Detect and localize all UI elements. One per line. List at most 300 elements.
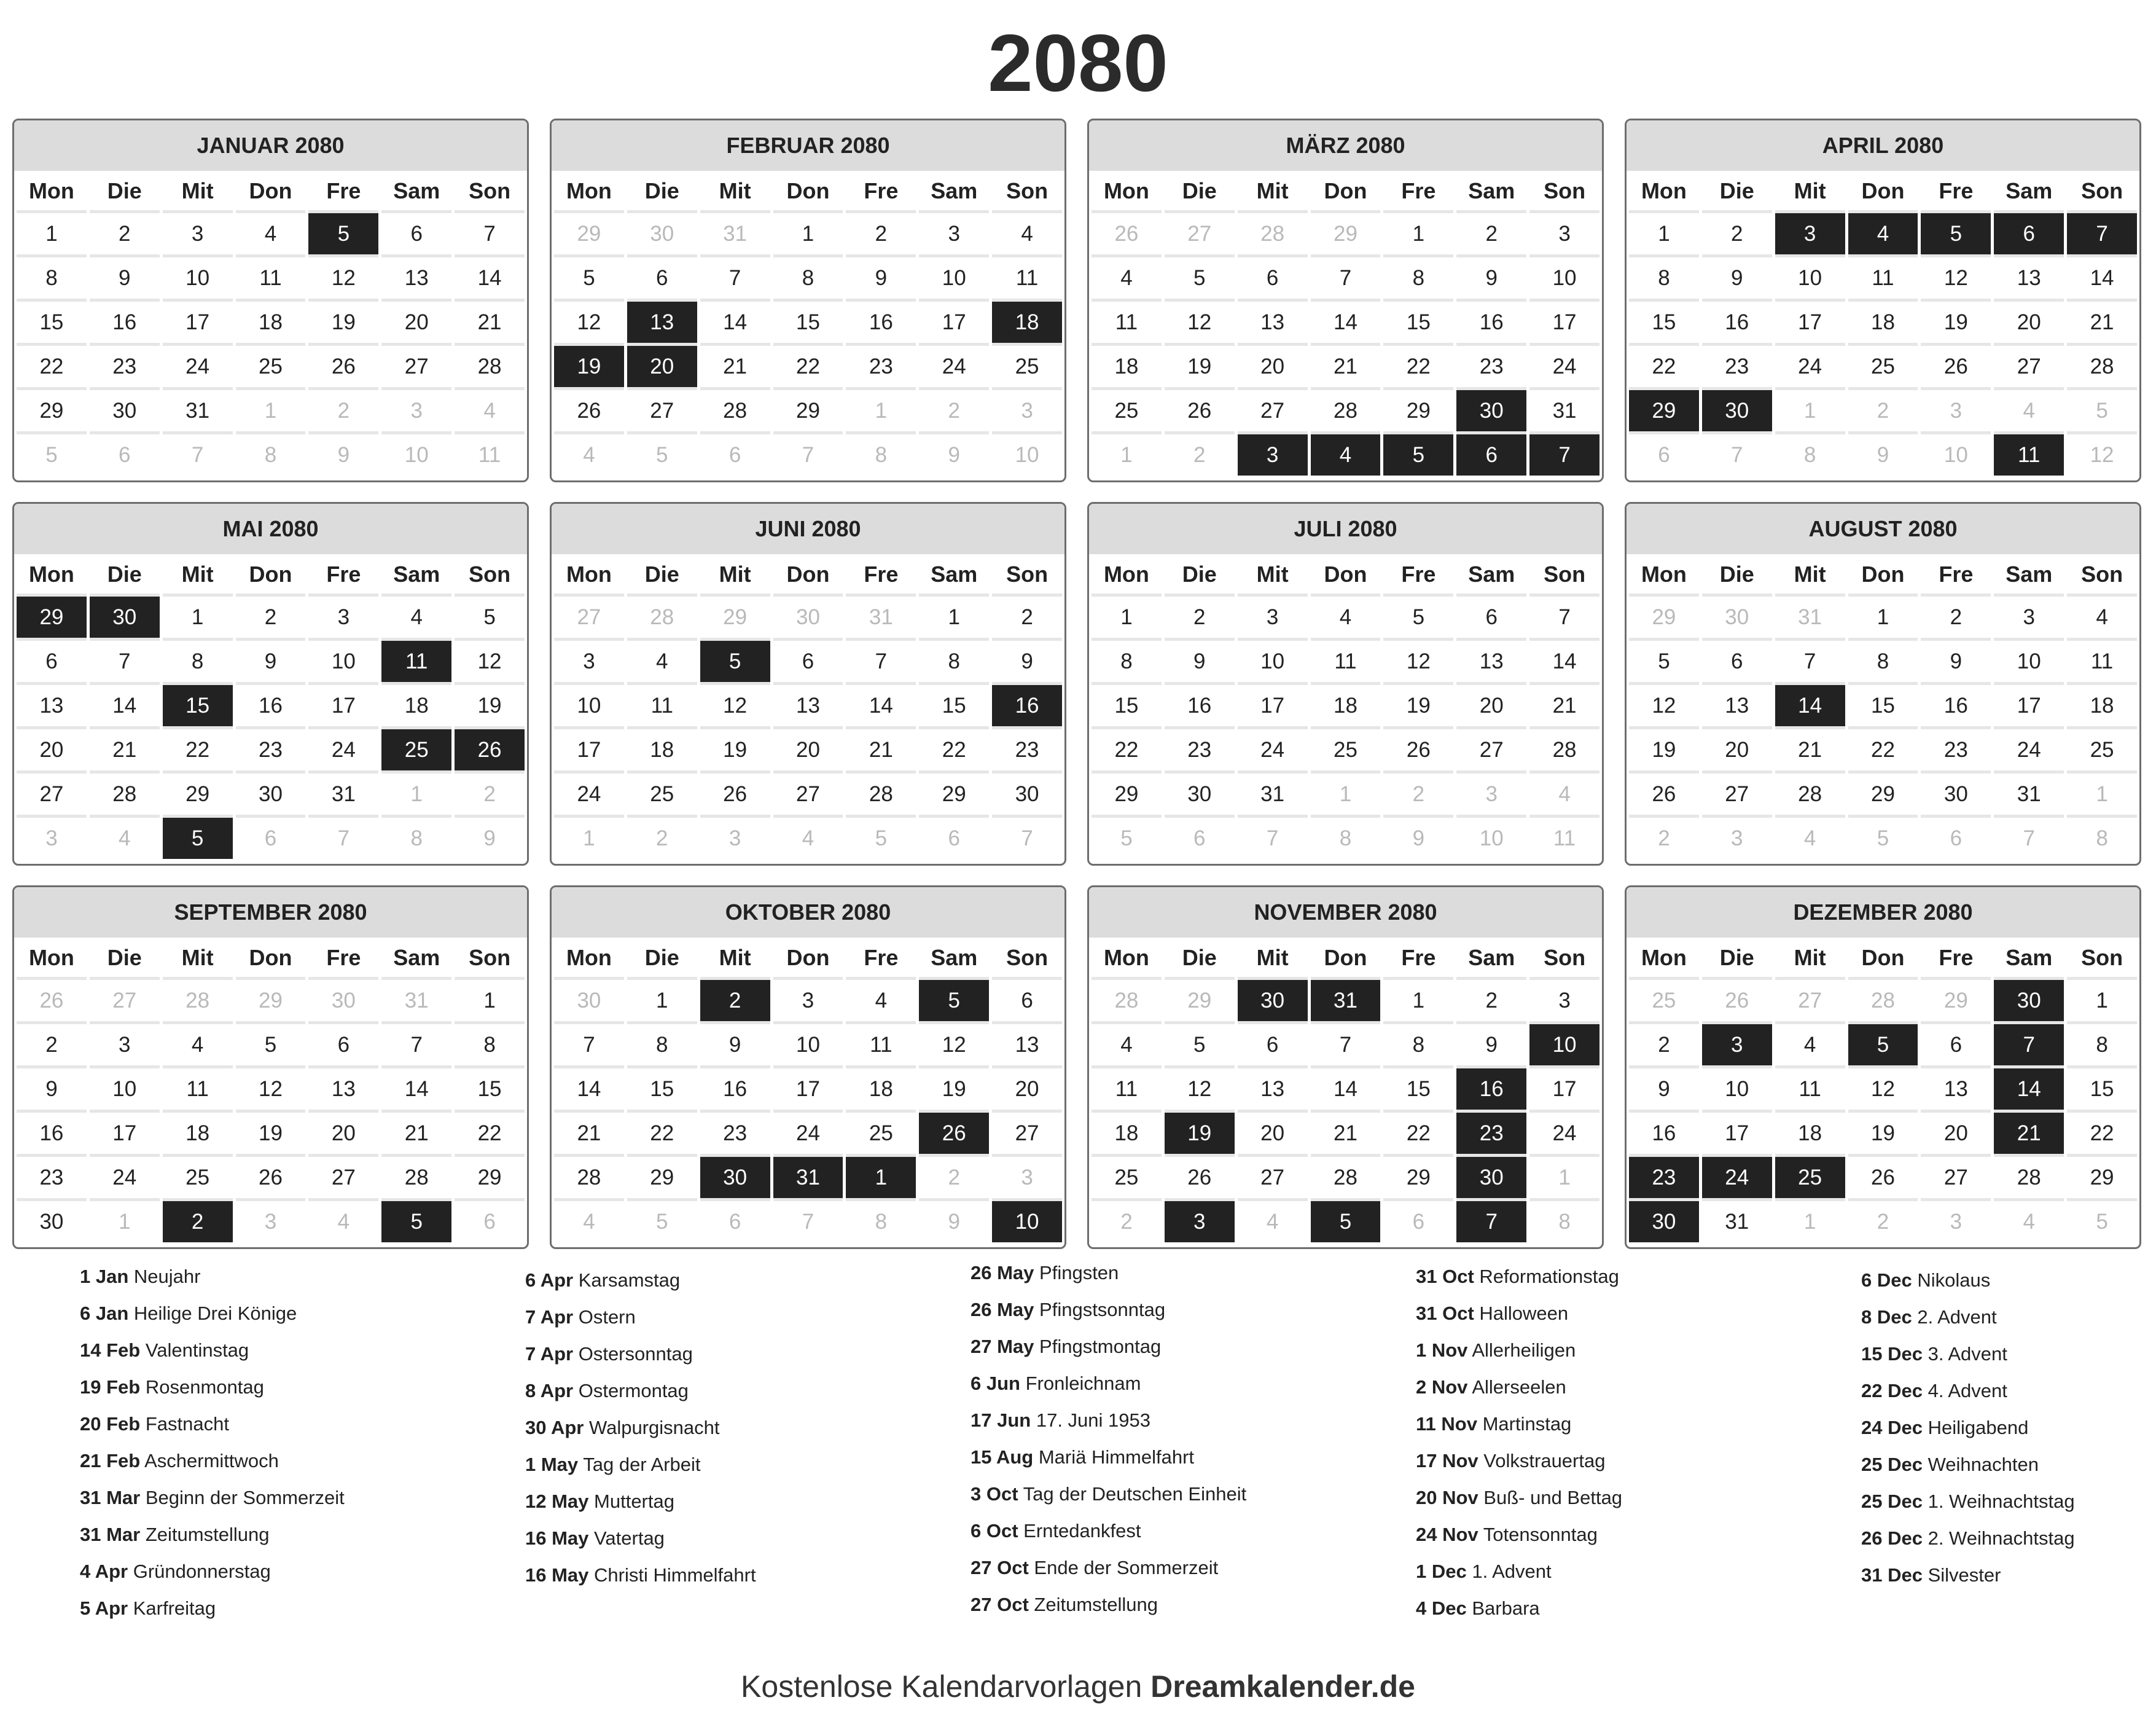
weekday-header: Sam bbox=[393, 945, 440, 970]
weekday-header: Die bbox=[107, 945, 142, 970]
day-cell: 19 bbox=[919, 1068, 989, 1110]
day-cell-adjacent: 31 bbox=[381, 980, 451, 1021]
weekday-header: Son bbox=[2081, 562, 2123, 587]
day-cell-holiday: 31 bbox=[773, 1157, 843, 1198]
day-grid bbox=[1627, 938, 2139, 1242]
holiday-date: 1 Nov bbox=[1416, 1339, 1468, 1361]
day-cell-holiday: 7 bbox=[1456, 1201, 1526, 1242]
day-cell-adjacent: 4 bbox=[1775, 818, 1845, 859]
day-cell: 2 bbox=[90, 213, 160, 254]
day-cell-adjacent: 31 bbox=[700, 213, 770, 254]
day-cell-holiday: 26 bbox=[919, 1113, 989, 1154]
day-cell: 16 bbox=[17, 1113, 87, 1154]
day-cell-holiday: 31 bbox=[1311, 980, 1381, 1021]
holiday-date: 1 May bbox=[525, 1454, 579, 1475]
day-cell: 8 bbox=[1383, 257, 1453, 299]
day-cell-adjacent: 26 bbox=[17, 980, 87, 1021]
day-cell-adjacent: 3 bbox=[236, 1201, 306, 1242]
weekday-header: Die bbox=[1182, 945, 1217, 970]
month-3 bbox=[1087, 119, 1604, 482]
day-cell-holiday: 5 bbox=[1921, 213, 1991, 254]
weekday-header: Sam bbox=[931, 178, 978, 203]
holiday-name: Ostermontag bbox=[578, 1380, 689, 1401]
day-cell: 27 bbox=[308, 1157, 378, 1198]
holiday-name: Mariä Himmelfahrt bbox=[1038, 1446, 1195, 1468]
day-cell-holiday: 3 bbox=[1165, 1201, 1235, 1242]
holiday-item bbox=[525, 1336, 756, 1373]
day-cell-adjacent: 6 bbox=[700, 434, 770, 476]
weekday-header: Fre bbox=[1939, 945, 1974, 970]
day-cell: 25 bbox=[846, 1113, 916, 1154]
holiday-date: 21 Feb bbox=[80, 1450, 141, 1471]
holiday-date: 15 Dec bbox=[1861, 1343, 1923, 1365]
month-9 bbox=[12, 885, 529, 1249]
day-cell-adjacent: 3 bbox=[1921, 1201, 1991, 1242]
day-grid bbox=[552, 938, 1064, 1242]
day-cell-adjacent: 9 bbox=[919, 434, 989, 476]
day-cell: 31 bbox=[1238, 774, 1308, 815]
day-grid bbox=[552, 554, 1064, 859]
day-cell: 21 bbox=[455, 302, 525, 343]
day-cell: 10 bbox=[1702, 1068, 1772, 1110]
footer bbox=[0, 1665, 2156, 1708]
day-cell: 15 bbox=[455, 1068, 525, 1110]
day-cell-adjacent: 10 bbox=[381, 434, 451, 476]
day-cell: 22 bbox=[1629, 346, 1699, 387]
day-cell-adjacent: 5 bbox=[2067, 390, 2137, 431]
weekday-header: Mon bbox=[1641, 945, 1687, 970]
day-cell: 8 bbox=[773, 257, 843, 299]
day-cell-adjacent: 5 bbox=[1092, 818, 1162, 859]
weekday-header: Fre bbox=[864, 562, 899, 587]
day-cell: 12 bbox=[1383, 641, 1453, 682]
holiday-name: 1. Weihnachtstag bbox=[1928, 1491, 2075, 1512]
day-cell: 1 bbox=[1383, 213, 1453, 254]
day-cell: 21 bbox=[381, 1113, 451, 1154]
month-7 bbox=[1087, 502, 1604, 866]
day-cell: 9 bbox=[1456, 1024, 1526, 1065]
day-cell: 1 bbox=[455, 980, 525, 1021]
day-cell: 21 bbox=[700, 346, 770, 387]
day-grid bbox=[1089, 554, 1602, 859]
day-cell: 13 bbox=[1921, 1068, 1991, 1110]
holiday-item bbox=[971, 1513, 1246, 1549]
day-cell: 20 bbox=[1456, 685, 1526, 726]
day-cell: 15 bbox=[919, 685, 989, 726]
day-cell-adjacent: 6 bbox=[1921, 818, 1991, 859]
day-cell: 15 bbox=[627, 1068, 697, 1110]
day-cell: 16 bbox=[1456, 302, 1526, 343]
weekday-header: Die bbox=[1182, 178, 1217, 203]
day-cell-adjacent: 5 bbox=[627, 1201, 697, 1242]
day-cell: 26 bbox=[1383, 729, 1453, 770]
day-cell-adjacent: 28 bbox=[163, 980, 233, 1021]
day-cell: 1 bbox=[919, 597, 989, 638]
day-cell-adjacent: 3 bbox=[992, 1157, 1062, 1198]
day-grid bbox=[14, 171, 527, 476]
holiday-name: Reformationstag bbox=[1479, 1266, 1619, 1287]
day-cell: 2 bbox=[846, 213, 916, 254]
day-cell-adjacent: 1 bbox=[1775, 390, 1845, 431]
day-cell-adjacent: 26 bbox=[1092, 213, 1162, 254]
day-cell: 20 bbox=[17, 729, 87, 770]
day-cell: 18 bbox=[1311, 685, 1381, 726]
day-cell: 17 bbox=[1775, 302, 1845, 343]
day-cell: 9 bbox=[992, 641, 1062, 682]
day-cell-adjacent: 26 bbox=[1702, 980, 1772, 1021]
day-cell: 19 bbox=[1383, 685, 1453, 726]
day-cell: 13 bbox=[992, 1024, 1062, 1065]
day-cell: 14 bbox=[700, 302, 770, 343]
weekday-header: Mon bbox=[1641, 562, 1687, 587]
day-cell-adjacent: 29 bbox=[554, 213, 624, 254]
weekday-header: Fre bbox=[1939, 178, 1974, 203]
holiday-date: 6 Oct bbox=[971, 1520, 1018, 1542]
holiday-date: 6 Jan bbox=[80, 1303, 129, 1324]
holiday-item bbox=[1861, 1557, 2075, 1594]
day-cell: 3 bbox=[1994, 597, 2064, 638]
day-cell: 16 bbox=[1702, 302, 1772, 343]
holiday-name: Weihnachten bbox=[1928, 1454, 2039, 1475]
day-cell-adjacent: 4 bbox=[1238, 1201, 1308, 1242]
day-cell-adjacent: 8 bbox=[1311, 818, 1381, 859]
day-cell: 22 bbox=[455, 1113, 525, 1154]
day-cell-holiday: 30 bbox=[90, 597, 160, 638]
holiday-date: 19 Feb bbox=[80, 1376, 141, 1398]
holiday-date: 20 Nov bbox=[1416, 1487, 1478, 1508]
day-cell: 22 bbox=[773, 346, 843, 387]
day-cell-adjacent: 1 bbox=[90, 1201, 160, 1242]
holiday-date: 6 Dec bbox=[1861, 1269, 1912, 1291]
holiday-name: Rosenmontag bbox=[145, 1376, 264, 1398]
day-cell-holiday: 5 bbox=[1311, 1201, 1381, 1242]
day-cell: 11 bbox=[1848, 257, 1918, 299]
day-cell: 5 bbox=[1383, 597, 1453, 638]
holiday-date: 31 Oct bbox=[1416, 1266, 1474, 1287]
weekday-header: Sam bbox=[393, 562, 440, 587]
day-cell: 9 bbox=[1629, 1068, 1699, 1110]
weekday-header: Fre bbox=[1401, 945, 1436, 970]
holiday-item bbox=[1416, 1479, 1622, 1516]
day-cell-adjacent: 2 bbox=[1383, 774, 1453, 815]
holiday-item bbox=[525, 1373, 756, 1409]
day-cell-holiday: 30 bbox=[1456, 1157, 1526, 1198]
holiday-date: 7 Apr bbox=[525, 1343, 574, 1365]
day-cell: 27 bbox=[1456, 729, 1526, 770]
weekday-header: Die bbox=[107, 562, 142, 587]
day-cell: 6 bbox=[1921, 1024, 1991, 1065]
day-cell: 4 bbox=[1775, 1024, 1845, 1065]
holiday-item bbox=[80, 1590, 345, 1627]
weekday-header: Don bbox=[1861, 945, 1905, 970]
weekday-header: Fre bbox=[326, 945, 361, 970]
holiday-item bbox=[1861, 1483, 2075, 1520]
day-cell-adjacent: 4 bbox=[90, 818, 160, 859]
day-cell-holiday: 3 bbox=[1238, 434, 1308, 476]
day-cell: 25 bbox=[992, 346, 1062, 387]
day-cell-holiday: 6 bbox=[1994, 213, 2064, 254]
day-cell-holiday: 23 bbox=[1629, 1157, 1699, 1198]
weekday-header: Die bbox=[107, 178, 142, 203]
day-cell-adjacent: 8 bbox=[846, 434, 916, 476]
day-cell: 28 bbox=[1311, 390, 1381, 431]
day-cell: 21 bbox=[1529, 685, 1599, 726]
day-cell: 5 bbox=[1629, 641, 1699, 682]
month-title: MÄRZ 2080 bbox=[1089, 120, 1602, 171]
holiday-date: 26 Dec bbox=[1861, 1527, 1923, 1549]
day-cell: 12 bbox=[1629, 685, 1699, 726]
day-cell: 19 bbox=[236, 1113, 306, 1154]
day-cell-adjacent: 1 bbox=[381, 774, 451, 815]
day-cell: 6 bbox=[773, 641, 843, 682]
day-cell-adjacent: 12 bbox=[2067, 434, 2137, 476]
day-cell-adjacent: 30 bbox=[773, 597, 843, 638]
month-11 bbox=[1087, 885, 1604, 1249]
day-cell: 2 bbox=[1456, 213, 1526, 254]
day-cell-adjacent: 2 bbox=[1848, 1201, 1918, 1242]
footer-brand: Dreamkalender.de bbox=[1150, 1669, 1415, 1704]
day-cell: 23 bbox=[992, 729, 1062, 770]
day-cell: 20 bbox=[308, 1113, 378, 1154]
day-grid bbox=[14, 554, 527, 859]
day-cell: 9 bbox=[1921, 641, 1991, 682]
day-grid bbox=[1627, 554, 2139, 859]
day-cell: 11 bbox=[1092, 1068, 1162, 1110]
holiday-date: 26 May bbox=[971, 1299, 1034, 1320]
day-cell: 23 bbox=[90, 346, 160, 387]
day-cell: 4 bbox=[1311, 597, 1381, 638]
day-cell: 13 bbox=[1238, 1068, 1308, 1110]
day-cell-adjacent: 29 bbox=[236, 980, 306, 1021]
day-cell: 10 bbox=[1238, 641, 1308, 682]
day-cell: 11 bbox=[236, 257, 306, 299]
day-cell: 28 bbox=[2067, 346, 2137, 387]
day-cell-adjacent: 8 bbox=[1775, 434, 1845, 476]
day-cell: 28 bbox=[700, 390, 770, 431]
day-cell: 5 bbox=[455, 597, 525, 638]
weekday-header: Son bbox=[1544, 562, 1586, 587]
day-cell: 1 bbox=[2067, 980, 2137, 1021]
weekday-header: Sam bbox=[2006, 562, 2053, 587]
day-cell: 28 bbox=[1994, 1157, 2064, 1198]
day-cell: 20 bbox=[381, 302, 451, 343]
day-cell-holiday: 14 bbox=[1994, 1068, 2064, 1110]
holiday-item bbox=[1861, 1262, 2075, 1299]
holiday-item bbox=[80, 1406, 345, 1443]
day-cell: 8 bbox=[919, 641, 989, 682]
month-title: SEPTEMBER 2080 bbox=[14, 887, 527, 938]
holiday-name: Walpurgisnacht bbox=[588, 1417, 720, 1438]
day-cell-adjacent: 7 bbox=[773, 1201, 843, 1242]
holiday-date: 25 Dec bbox=[1861, 1454, 1923, 1475]
day-cell-adjacent: 1 bbox=[846, 390, 916, 431]
day-cell-holiday: 25 bbox=[1775, 1157, 1845, 1198]
weekday-header: Fre bbox=[1401, 178, 1436, 203]
holiday-date: 4 Apr bbox=[80, 1561, 128, 1582]
day-cell-adjacent: 3 bbox=[1702, 818, 1772, 859]
day-cell-adjacent: 1 bbox=[1311, 774, 1381, 815]
day-cell-holiday: 5 bbox=[1383, 434, 1453, 476]
day-cell: 29 bbox=[1092, 774, 1162, 815]
day-cell: 29 bbox=[627, 1157, 697, 1198]
holiday-item bbox=[971, 1586, 1246, 1623]
weekday-header: Mon bbox=[1641, 178, 1687, 203]
day-cell: 31 bbox=[1994, 774, 2064, 815]
weekday-header: Don bbox=[1324, 562, 1367, 587]
day-cell: 25 bbox=[627, 774, 697, 815]
day-cell: 8 bbox=[627, 1024, 697, 1065]
day-cell: 19 bbox=[1921, 302, 1991, 343]
month-title: DEZEMBER 2080 bbox=[1627, 887, 2139, 938]
day-cell: 27 bbox=[17, 774, 87, 815]
holiday-name: 1. Advent bbox=[1472, 1561, 1552, 1582]
day-cell: 13 bbox=[773, 685, 843, 726]
day-cell: 21 bbox=[554, 1113, 624, 1154]
day-cell-holiday: 1 bbox=[846, 1157, 916, 1198]
day-cell: 12 bbox=[455, 641, 525, 682]
holiday-item bbox=[1861, 1373, 2075, 1409]
day-cell: 29 bbox=[455, 1157, 525, 1198]
holiday-item bbox=[1416, 1369, 1622, 1406]
day-cell: 9 bbox=[700, 1024, 770, 1065]
day-cell: 12 bbox=[308, 257, 378, 299]
day-cell-holiday: 7 bbox=[1994, 1024, 2064, 1065]
day-cell: 1 bbox=[773, 213, 843, 254]
day-cell-adjacent: 2 bbox=[919, 1157, 989, 1198]
weekday-header: Fre bbox=[1401, 562, 1436, 587]
day-cell-adjacent: 2 bbox=[627, 818, 697, 859]
day-cell: 17 bbox=[1994, 685, 2064, 726]
day-cell: 1 bbox=[163, 597, 233, 638]
day-cell: 22 bbox=[1848, 729, 1918, 770]
holiday-date: 1 Jan bbox=[80, 1266, 129, 1287]
holiday-item bbox=[1416, 1258, 1622, 1295]
day-cell: 13 bbox=[1994, 257, 2064, 299]
day-cell: 29 bbox=[2067, 1157, 2137, 1198]
day-cell-adjacent: 2 bbox=[1092, 1201, 1162, 1242]
day-cell: 22 bbox=[1383, 346, 1453, 387]
day-cell-adjacent: 7 bbox=[163, 434, 233, 476]
day-cell: 22 bbox=[1383, 1113, 1453, 1154]
day-cell: 17 bbox=[308, 685, 378, 726]
holiday-name: Ende der Sommerzeit bbox=[1034, 1557, 1219, 1578]
day-cell-holiday: 29 bbox=[17, 597, 87, 638]
day-cell: 9 bbox=[17, 1068, 87, 1110]
day-cell: 2 bbox=[236, 597, 306, 638]
day-cell-adjacent: 5 bbox=[17, 434, 87, 476]
day-cell: 9 bbox=[1702, 257, 1772, 299]
holiday-date: 16 May bbox=[525, 1527, 589, 1549]
holiday-name: Allerheiligen bbox=[1472, 1339, 1576, 1361]
day-cell: 30 bbox=[17, 1201, 87, 1242]
day-cell: 21 bbox=[846, 729, 916, 770]
day-cell: 22 bbox=[17, 346, 87, 387]
weekday-header: Son bbox=[469, 945, 511, 970]
day-cell: 6 bbox=[17, 641, 87, 682]
day-cell: 7 bbox=[1311, 257, 1381, 299]
month-4 bbox=[1625, 119, 2141, 482]
day-cell-adjacent: 6 bbox=[236, 818, 306, 859]
day-cell: 26 bbox=[236, 1157, 306, 1198]
holiday-name: Aschermittwoch bbox=[144, 1450, 279, 1471]
holiday-name: Gründonnerstag bbox=[133, 1561, 271, 1582]
day-cell: 8 bbox=[455, 1024, 525, 1065]
day-cell: 8 bbox=[17, 257, 87, 299]
day-cell: 13 bbox=[1702, 685, 1772, 726]
day-cell: 3 bbox=[90, 1024, 160, 1065]
month-6 bbox=[550, 502, 1066, 866]
holiday-date: 31 Oct bbox=[1416, 1303, 1474, 1324]
weekday-header: Fre bbox=[864, 178, 899, 203]
day-cell: 22 bbox=[2067, 1113, 2137, 1154]
weekday-header: Sam bbox=[931, 945, 978, 970]
weekday-header: Don bbox=[249, 562, 292, 587]
day-cell: 14 bbox=[1311, 1068, 1381, 1110]
day-cell: 4 bbox=[163, 1024, 233, 1065]
day-cell-adjacent: 11 bbox=[1529, 818, 1599, 859]
day-cell: 2 bbox=[1629, 1024, 1699, 1065]
weekday-header: Mon bbox=[1103, 562, 1149, 587]
day-cell: 28 bbox=[455, 346, 525, 387]
day-cell-holiday: 7 bbox=[2067, 213, 2137, 254]
day-cell-holiday: 11 bbox=[1994, 434, 2064, 476]
day-cell-holiday: 7 bbox=[1529, 434, 1599, 476]
day-cell-adjacent: 9 bbox=[455, 818, 525, 859]
day-cell: 24 bbox=[163, 346, 233, 387]
holiday-date: 27 Oct bbox=[971, 1594, 1029, 1615]
day-cell: 17 bbox=[554, 729, 624, 770]
day-cell-adjacent: 9 bbox=[1848, 434, 1918, 476]
day-cell: 13 bbox=[1456, 641, 1526, 682]
day-cell-adjacent: 2 bbox=[308, 390, 378, 431]
holiday-date: 5 Apr bbox=[80, 1597, 128, 1619]
weekday-header: Fre bbox=[864, 945, 899, 970]
day-cell: 18 bbox=[163, 1113, 233, 1154]
day-cell: 5 bbox=[1165, 257, 1235, 299]
holiday-item bbox=[971, 1328, 1246, 1365]
weekday-header: Don bbox=[1861, 178, 1905, 203]
day-cell-holiday: 26 bbox=[455, 729, 525, 770]
day-cell-holiday: 3 bbox=[1775, 213, 1845, 254]
holiday-column bbox=[80, 1258, 345, 1627]
day-cell-holiday: 10 bbox=[1529, 1024, 1599, 1065]
holiday-item bbox=[971, 1476, 1246, 1513]
day-cell: 7 bbox=[846, 641, 916, 682]
day-cell: 24 bbox=[554, 774, 624, 815]
day-cell-adjacent: 10 bbox=[992, 434, 1062, 476]
weekday-header: Sam bbox=[1468, 562, 1515, 587]
day-cell-holiday: 23 bbox=[1456, 1113, 1526, 1154]
day-cell-holiday: 21 bbox=[1994, 1113, 2064, 1154]
day-cell: 13 bbox=[381, 257, 451, 299]
month-title: MAI 2080 bbox=[14, 504, 527, 554]
holiday-item bbox=[525, 1409, 756, 1446]
day-grid bbox=[1089, 938, 1602, 1242]
day-cell: 27 bbox=[1994, 346, 2064, 387]
holiday-date: 22 Dec bbox=[1861, 1380, 1923, 1401]
day-cell-adjacent: 7 bbox=[308, 818, 378, 859]
weekday-header: Mon bbox=[566, 178, 612, 203]
day-cell: 10 bbox=[163, 257, 233, 299]
day-cell-adjacent: 29 bbox=[1311, 213, 1381, 254]
holiday-name: Buß- und Bettag bbox=[1483, 1487, 1623, 1508]
day-cell: 29 bbox=[919, 774, 989, 815]
weekday-header: Son bbox=[2081, 178, 2123, 203]
holiday-column bbox=[1416, 1258, 1622, 1627]
day-grid bbox=[1089, 171, 1602, 476]
weekday-header: Mit bbox=[1256, 562, 1289, 587]
holiday-name: Pfingsten bbox=[1039, 1262, 1119, 1283]
